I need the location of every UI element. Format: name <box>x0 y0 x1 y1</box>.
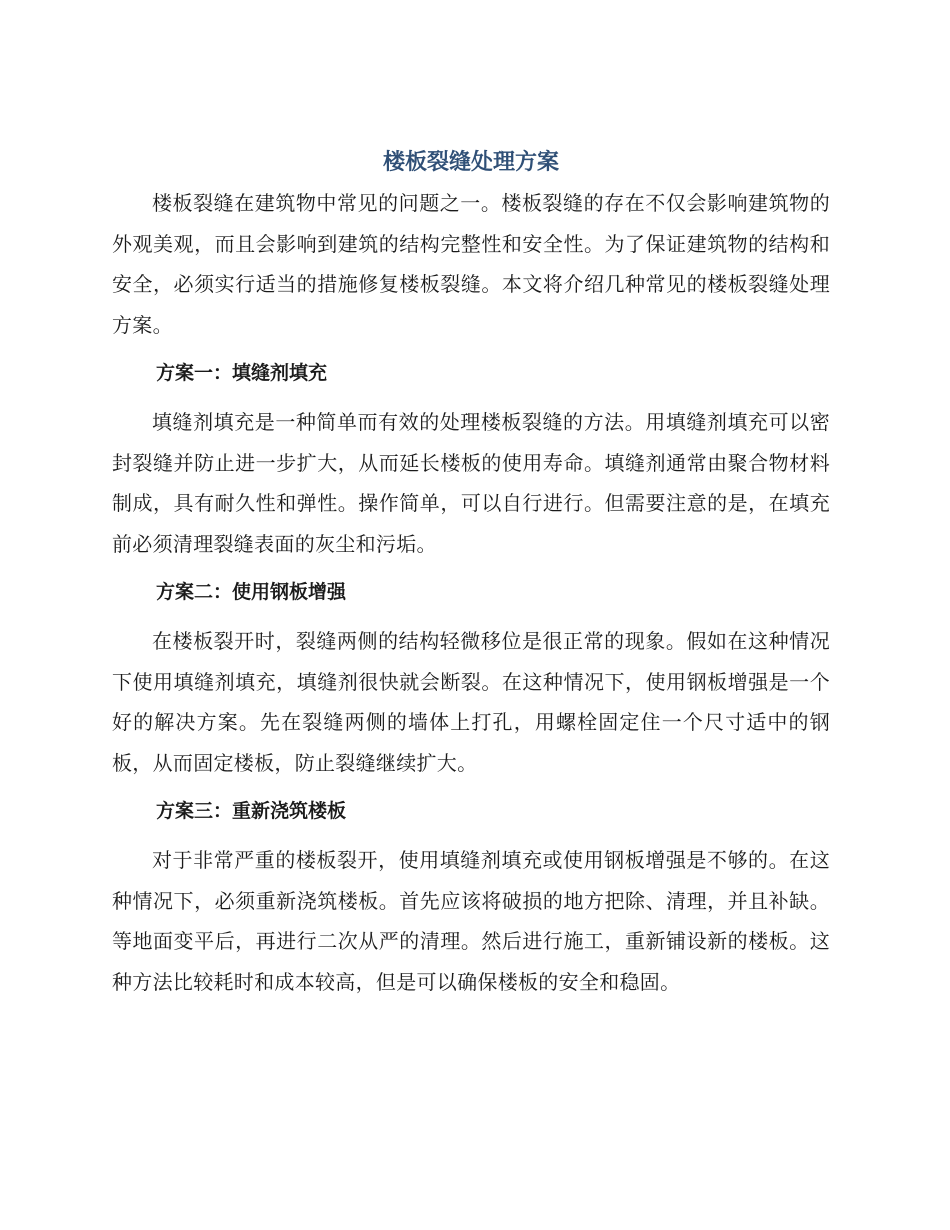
intro-paragraph: 楼板裂缝在建筑物中常见的问题之一。楼板裂缝的存在不仅会影响建筑物的外观美观，而且会影响到建筑的结构完整性和安全性。为了保证建筑物的结构和安全，必须实行适当的措施修复楼板裂缝。本文将介绍几种常见的楼板裂缝处理方案。 <box>112 191 830 337</box>
section-body-2: 在楼板裂开时，裂缝两侧的结构轻微移位是很正常的现象。假如在这种情况下使用填缝剂填充，填缝剂很快就会断裂。在这种情况下，使用钢板增强是一个好的解决方案。先在裂缝两侧的墙体上打孔，用螺栓固定住一个尺寸适中的钢板，从而固定楼板，防止裂缝继续扩大。 <box>112 629 830 775</box>
section-heading-1: 方案一：填缝剂填充 <box>156 362 328 384</box>
section-heading-3: 方案三：重新浇筑楼板 <box>156 800 347 822</box>
section-body-1: 填缝剂填充是一种简单而有效的处理楼板裂缝的方法。用填缝剂填充可以密封裂缝并防止进一步扩大，从而延长楼板的使用寿命。填缝剂通常由聚合物材料制成，具有耐久性和弹性。操作简单，可以自行进行。但需要注意的是，在填充前必须清理裂缝表面的灰尘和污垢。 <box>112 410 830 556</box>
section-body-3: 对于非常严重的楼板裂开，使用填缝剂填充或使用钢板增强是不够的。在这种情况下，必须重新浇筑楼板。首先应该将破损的地方把除、清理，并且补缺。等地面变平后，再进行二次从严的清理。然后进行施工，重新铺设新的楼板。这种方法比较耗时和成本较高，但是可以确保楼板的安全和稳固。 <box>112 848 830 994</box>
document-page <box>112 143 830 1002</box>
section-heading-2: 方案二：使用钢板增强 <box>156 581 347 603</box>
document-title: 楼板裂缝处理方案 <box>382 150 559 175</box>
